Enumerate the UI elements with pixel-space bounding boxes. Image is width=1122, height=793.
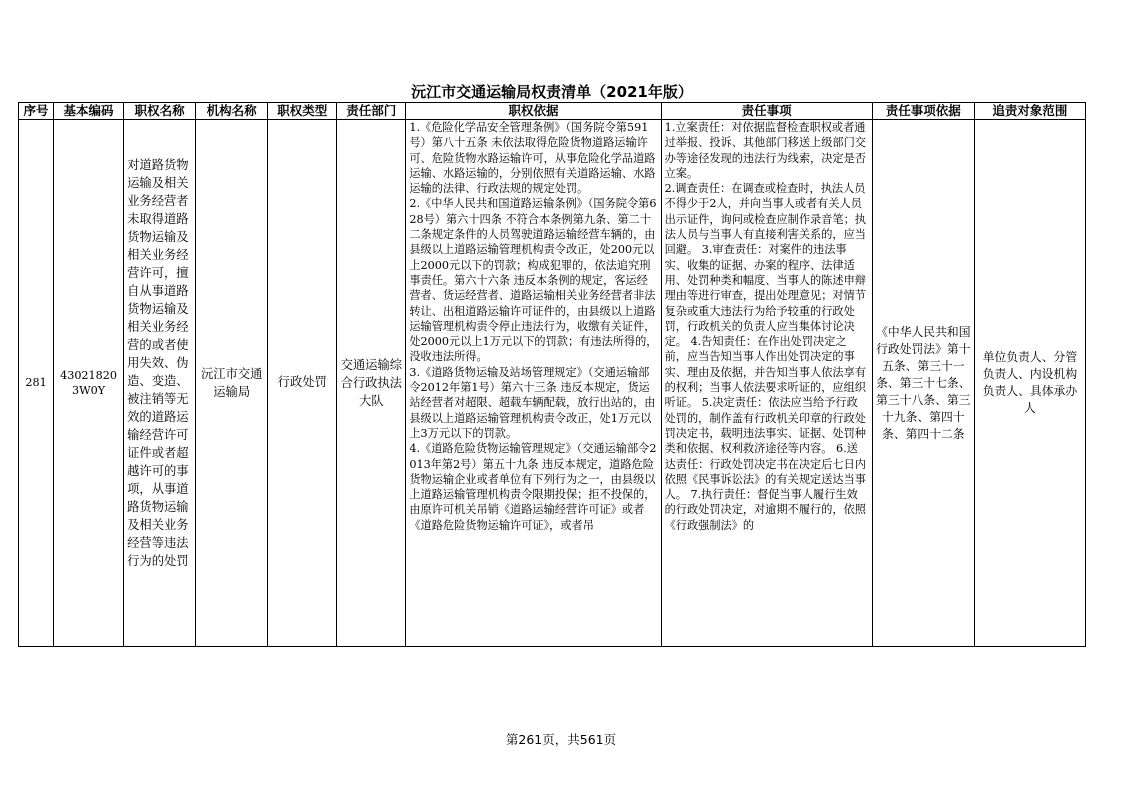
cell-power-name	[124, 120, 196, 647]
header-accountability: 追责对象范围	[974, 103, 1085, 120]
seq-value: 281	[25, 376, 47, 390]
duty-basis-value: 《中华人民共和国行政处罚法》第十五条、第三十一条、第三十七条、第三十八条、第三十九条、第四十条、第四十二条	[876, 324, 971, 441]
header-power-type: 职权类型	[268, 103, 337, 120]
cell-code	[54, 120, 124, 647]
header-duties: 责任事项	[661, 103, 872, 120]
cell-seq	[19, 120, 54, 647]
responsibility-table	[18, 102, 1086, 647]
document-title: 沅江市交通运输局权责清单（2021年版）	[411, 83, 693, 101]
duties-value: 1.立案责任：对依据监督检查职权或者通过举报、投诉、其他部门移送上级部门交办等途径发现的违法行为线索，决定是否立案。 2.调查责任：在调查或检查时，执法人员不得少于2人，并向当事人或者有关人员出示证件，询问或检查应制作录音笔；执法人员与当事人有直接利害关系的，应当回避。 3.审查责任：对案件的违法事实、收集的证据、办案的程序、法律适用、处罚种类和幅度、当事人的陈述申辩理由等进行审查，提出处理意见；对情节复杂或重大违法行为给予较重的行政处罚，行政机关的负责人应当集体讨论决定。 4.告知责任：在作出处罚决定之前，应当告知当事人作出处罚决定的事实、理由及依据，并告知当事人依法享有的权利；当事人依法要求听证的，应组织听证。 5.决定责任：依法应当给予行政处罚的，制作盖有行政机关印章的行政处罚决定书，载明违法事实、证据、处罚种类和依据、权利救济途径等内容。 6.送达责任：行政处罚决定书在决定后七日内依照《民事诉讼法》的有关规定送达当事人。 7.执行责任：督促当事人履行生效的行政处罚决定，对逾期不履行的，依照《行政强制法》的	[664, 121, 866, 532]
power-name-value: 对道路货物运输及相关业务经营者未取得道路货物运输及相关业务经营许可，擅自从事道路货物运输及相关业务经营的或者使用失效、伪造、变造、被注销等无效的道路运输经营许可证件或者超越许可的事项，从事道路货物运输及相关业务经营等违法行为的处罚	[127, 158, 189, 568]
department-value: 交通运输综合行政执法大队	[340, 358, 403, 408]
header-row	[19, 103, 1086, 120]
header-seq: 序号	[19, 103, 54, 120]
cell-duty-basis	[872, 120, 974, 647]
header-code: 基本编码	[54, 103, 124, 120]
cell-power-type	[268, 120, 337, 647]
cell-department	[337, 120, 406, 647]
header-power-name: 职权名称	[124, 103, 196, 120]
header-agency: 机构名称	[196, 103, 268, 120]
basis-value: 1.《危险化学品安全管理条例》（国务院令第591号）第八十五条 未依法取得危险货物道路运输许可、危险货物水路运输许可，从事危险化学品道路运输、水路运输的，分别依照有关道路运输、水路运输的法律、行政法规的规定处罚。 2.《中华人民共和国道路运输条例》（国务院令第628号）第六十四条 不符合本条例第九条、第二十二条规定条件的人员驾驶道路运输经营车辆的，由县级以上道路运输管理机构责令改正，处200元以上2000元以下的罚款；构成犯罪的，依法追究刑事责任。第六十六条 违反本条例的规定，客运经营者、货运经营者、道路运输相关业务经营者非法转让、出租道路运输许可证件的，由县级以上道路运输管理机构责令停止违法行为，收缴有关证件，处2000元以上1万元以下的罚款；有违法所得的，没收违法所得。 3.《道路货物运输及站场管理规定》（交通运输部令2012年第1号）第六十三条 违反本规定，货运站经营者对超限、超载车辆配载，放行出站的，由县级以上道路运输管理机构责令改正，处1万元以上3万元以下的罚款。 4.《道路危险货物运输管理规定》（交通运输部令2013年第2号）第五十九条 违反本规定，道路危险货物运输企业或者单位有下列行为之一，由县级以上道路运输管理机构责令限期投保；拒不投保的，由原许可机关吊销《道路运输经营许可证》或者《道路危险货物运输许可证》，或者吊	[409, 121, 658, 532]
accountability-value: 单位负责人、分管负责人、内设机构负责人、具体承办人	[982, 350, 1078, 415]
header-department: 责任部门	[337, 103, 406, 120]
power-type-value: 行政处罚	[277, 375, 327, 390]
header-duty-basis: 责任事项依据	[872, 103, 974, 120]
cell-agency	[196, 120, 268, 647]
agency-value: 沅江市交通运输局	[200, 367, 263, 399]
header-basis: 职权依据	[406, 103, 661, 120]
code-value: 430218203W0Y	[60, 368, 118, 397]
cell-basis	[406, 120, 661, 647]
cell-duties	[661, 120, 872, 647]
page-number: 第261页，共561页	[505, 732, 617, 747]
table-row	[19, 120, 1086, 647]
cell-accountability	[974, 120, 1085, 647]
